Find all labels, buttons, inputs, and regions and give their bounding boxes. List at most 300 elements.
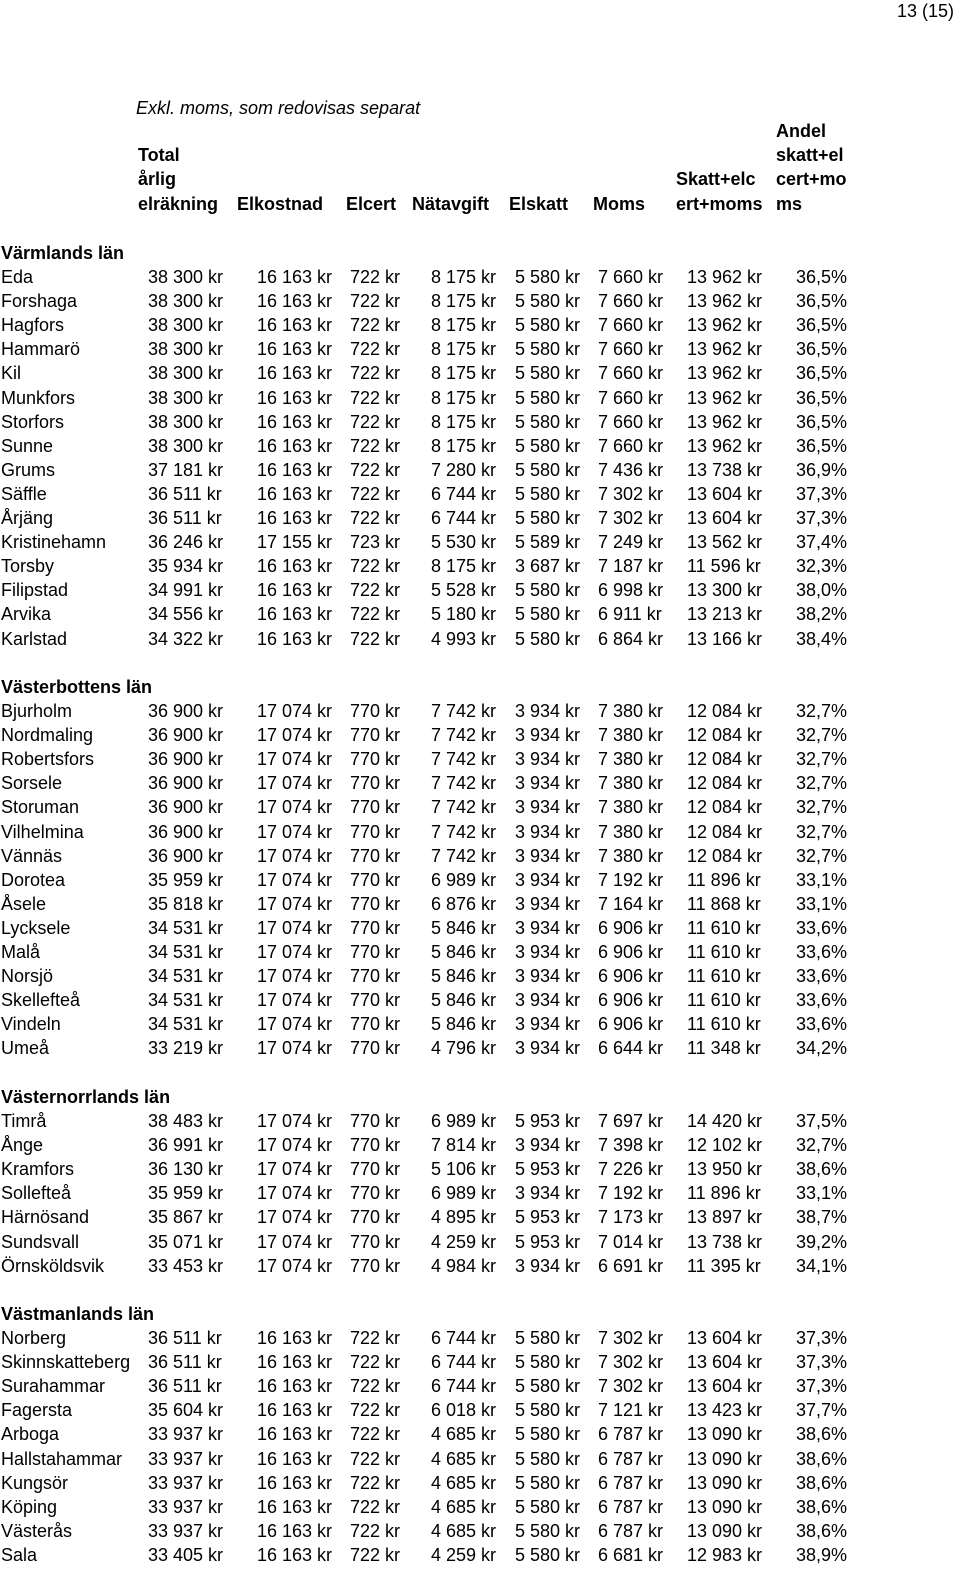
total-cell: 34 531 kr [148,990,224,1011]
elkostnad-cell: 16 163 kr [257,411,333,432]
moms-cell: 6 681 kr [598,1544,664,1565]
skatt-elcert-moms-cell: 13 166 kr [687,628,763,649]
kommun-name: Skellefteå [1,990,81,1011]
elkostnad-cell: 17 074 kr [257,701,333,722]
natavgift-cell: 4 685 kr [431,1448,497,1469]
kommun-name: Köping [1,1496,58,1517]
elskatt-cell: 5 580 kr [515,483,581,504]
elkostnad-cell: 17 155 kr [257,532,333,553]
elcert-cell: 770 kr [350,1183,401,1204]
table-row [0,1254,960,1278]
total-cell: 34 531 kr [148,942,224,963]
elskatt-cell: 3 934 kr [515,701,581,722]
moms-cell: 7 380 kr [598,845,664,866]
header-elskatt: Elskatt [509,193,569,214]
total-cell: 36 511 kr [148,1352,222,1373]
table-row [0,458,960,482]
moms-cell: 7 660 kr [598,387,664,408]
section-title: Västmanlands län [1,1304,155,1324]
skatt-elcert-moms-cell: 11 610 kr [687,990,761,1011]
total-cell: 36 900 kr [148,821,224,842]
table-row [0,337,960,361]
total-cell: 35 071 kr [148,1231,224,1252]
andel-cell: 33,1% [796,893,848,914]
natavgift-cell: 7 742 kr [431,773,497,794]
andel-cell: 36,5% [796,435,848,456]
kommun-name: Timrå [1,1111,47,1132]
table-row [0,868,960,892]
andel-cell: 37,3% [796,1328,848,1349]
elskatt-cell: 3 934 kr [515,990,581,1011]
natavgift-cell: 4 685 kr [431,1496,497,1517]
skatt-elcert-moms-cell: 12 084 kr [687,725,763,746]
total-cell: 36 246 kr [148,532,224,553]
elcert-cell: 722 kr [350,508,401,529]
table-row [0,916,960,940]
elkostnad-cell: 17 074 kr [257,1135,333,1156]
elcert-cell: 722 kr [350,387,401,408]
natavgift-cell: 8 175 kr [431,315,497,336]
total-cell: 33 937 kr [148,1496,224,1517]
table-row [0,1036,960,1060]
skatt-elcert-moms-cell: 11 896 kr [687,1183,761,1204]
total-cell: 36 900 kr [148,749,224,770]
andel-cell: 34,2% [796,1038,848,1059]
skatt-elcert-moms-cell: 11 610 kr [687,917,761,938]
total-cell: 35 867 kr [148,1207,224,1228]
elkostnad-cell: 17 074 kr [257,1207,333,1228]
natavgift-cell: 8 175 kr [431,435,497,456]
kommun-name: Nordmaling [1,725,94,746]
moms-cell: 6 998 kr [598,580,664,601]
total-cell: 36 511 kr [148,508,222,529]
table-row [0,434,960,458]
kommun-name: Storuman [1,797,80,818]
skatt-elcert-moms-cell: 12 084 kr [687,845,763,866]
andel-cell: 37,5% [796,1111,848,1132]
andel-cell: 37,3% [796,483,848,504]
elkostnad-cell: 16 163 kr [257,580,333,601]
total-cell: 38 300 kr [148,291,224,312]
elkostnad-cell: 17 074 kr [257,797,333,818]
kommun-name: Västerås [1,1520,73,1541]
andel-cell: 32,7% [796,845,848,866]
andel-cell: 32,7% [796,773,848,794]
table-header [0,120,960,216]
elskatt-cell: 5 580 kr [515,1544,581,1565]
natavgift-cell: 4 984 kr [431,1255,497,1276]
natavgift-cell: 5 846 kr [431,966,497,987]
elcert-cell: 722 kr [350,267,401,288]
skatt-elcert-moms-cell: 13 090 kr [687,1472,763,1493]
moms-cell: 7 660 kr [598,267,664,288]
natavgift-cell: 5 106 kr [431,1159,497,1180]
moms-cell: 7 436 kr [598,459,664,480]
total-cell: 35 818 kr [148,893,224,914]
natavgift-cell: 5 846 kr [431,917,497,938]
table-row [0,1495,960,1519]
moms-cell: 7 380 kr [598,773,664,794]
andel-cell: 38,6% [796,1520,848,1541]
total-cell: 35 934 kr [148,556,224,577]
total-cell: 38 300 kr [148,315,224,336]
natavgift-cell: 6 018 kr [431,1400,497,1421]
elskatt-cell: 5 580 kr [515,580,581,601]
table-row [0,699,960,723]
moms-cell: 7 226 kr [598,1159,664,1180]
andel-cell: 33,6% [796,990,848,1011]
table-row [0,313,960,337]
natavgift-cell: 7 280 kr [431,459,497,480]
kommun-name: Arboga [1,1424,60,1445]
total-cell: 38 300 kr [148,363,224,384]
table-row [0,1519,960,1543]
section-rows [0,1326,960,1567]
elskatt-cell: 3 934 kr [515,1183,581,1204]
section-rows [0,699,960,1060]
elskatt-cell: 5 580 kr [515,387,581,408]
skatt-elcert-moms-cell: 13 962 kr [687,339,763,360]
moms-cell: 6 787 kr [598,1424,664,1445]
table-row [0,602,960,626]
elkostnad-cell: 17 074 kr [257,725,333,746]
total-cell: 38 300 kr [148,339,224,360]
andel-cell: 32,7% [796,725,848,746]
elcert-cell: 722 kr [350,556,401,577]
kommun-name: Lycksele [1,917,71,938]
elskatt-cell: 3 934 kr [515,917,581,938]
kommun-name: Vindeln [1,1014,61,1035]
total-cell: 33 937 kr [148,1472,224,1493]
elskatt-cell: 5 953 kr [515,1231,581,1252]
kommun-name: Kil [1,363,22,384]
total-cell: 38 300 kr [148,411,224,432]
elcert-cell: 770 kr [350,990,401,1011]
andel-cell: 33,6% [796,966,848,987]
moms-cell: 6 906 kr [598,990,664,1011]
moms-cell: 7 302 kr [598,483,664,504]
andel-cell: 38,6% [796,1472,848,1493]
table-row [0,988,960,1012]
kommun-name: Norberg [1,1328,67,1349]
total-cell: 36 991 kr [148,1135,224,1156]
elkostnad-cell: 17 074 kr [257,893,333,914]
andel-cell: 38,2% [796,604,848,625]
kommun-name: Bjurholm [1,701,73,722]
skatt-elcert-moms-cell: 11 395 kr [687,1255,761,1276]
skatt-elcert-moms-cell: 11 868 kr [687,893,761,914]
andel-cell: 36,5% [796,291,848,312]
total-cell: 33 937 kr [148,1520,224,1541]
table-row [0,578,960,602]
elkostnad-cell: 16 163 kr [257,363,333,384]
kommun-name: Grums [1,459,55,480]
section-rows [0,1109,960,1278]
andel-cell: 33,6% [796,942,848,963]
kommun-name: Hammarö [1,339,81,360]
total-cell: 38 300 kr [148,435,224,456]
elcert-cell: 770 kr [350,1231,401,1252]
elskatt-cell: 3 934 kr [515,869,581,890]
total-cell: 36 900 kr [148,773,224,794]
elkostnad-cell: 16 163 kr [257,291,333,312]
elcert-cell: 770 kr [350,1135,401,1156]
elkostnad-cell: 17 074 kr [257,773,333,794]
andel-cell: 32,7% [796,1135,848,1156]
elskatt-cell: 5 580 kr [515,339,581,360]
moms-cell: 7 380 kr [598,821,664,842]
elcert-cell: 770 kr [350,725,401,746]
elcert-cell: 722 kr [350,1520,401,1541]
natavgift-cell: 4 685 kr [431,1424,497,1445]
elskatt-cell: 5 580 kr [515,1328,581,1349]
header-andel: Andel skatt+el cert+mo ms [776,120,847,214]
kommun-name: Dorotea [1,869,66,890]
moms-cell: 6 787 kr [598,1496,664,1517]
table-row [0,1543,960,1567]
natavgift-cell: 5 528 kr [431,580,497,601]
natavgift-cell: 4 796 kr [431,1038,497,1059]
natavgift-cell: 7 742 kr [431,749,497,770]
table-row [0,554,960,578]
elcert-cell: 770 kr [350,966,401,987]
andel-cell: 36,5% [796,315,848,336]
kommun-name: Vilhelmina [1,821,84,842]
natavgift-cell: 8 175 kr [431,267,497,288]
elcert-cell: 722 kr [350,459,401,480]
moms-cell: 6 691 kr [598,1255,664,1276]
table-row [0,1012,960,1036]
andel-cell: 33,1% [796,869,848,890]
natavgift-cell: 6 989 kr [431,869,497,890]
elkostnad-cell: 16 163 kr [257,1496,333,1517]
natavgift-cell: 4 895 kr [431,1207,497,1228]
header-elcert: Elcert [346,193,397,214]
natavgift-cell: 6 744 kr [431,508,497,529]
table-row [0,1109,960,1133]
header-total: Total årlig elräkning [138,145,219,214]
skatt-elcert-moms-cell: 12 983 kr [687,1544,763,1565]
elskatt-cell: 3 934 kr [515,1255,581,1276]
elskatt-cell: 5 580 kr [515,435,581,456]
elskatt-cell: 3 934 kr [515,821,581,842]
kommun-name: Härnösand [1,1207,90,1228]
moms-cell: 7 660 kr [598,435,664,456]
elcert-cell: 770 kr [350,1111,401,1132]
elkostnad-cell: 16 163 kr [257,604,333,625]
kommun-name: Vännäs [1,845,63,866]
total-cell: 34 531 kr [148,1014,224,1035]
moms-cell: 7 302 kr [598,1328,664,1349]
natavgift-cell: 7 814 kr [431,1135,497,1156]
natavgift-cell: 8 175 kr [431,339,497,360]
natavgift-cell: 5 846 kr [431,942,497,963]
natavgift-cell: 4 685 kr [431,1472,497,1493]
kommun-name: Norsjö [1,966,54,987]
andel-cell: 37,3% [796,1376,848,1397]
skatt-elcert-moms-cell: 13 300 kr [687,580,763,601]
kommun-name: Robertsfors [1,749,95,770]
elcert-cell: 722 kr [350,1544,401,1565]
natavgift-cell: 5 846 kr [431,990,497,1011]
skatt-elcert-moms-cell: 13 090 kr [687,1448,763,1469]
elkostnad-cell: 17 074 kr [257,869,333,890]
natavgift-cell: 7 742 kr [431,821,497,842]
andel-cell: 37,7% [796,1400,848,1421]
page-number: 13 (15) [896,1,954,21]
elkostnad-cell: 16 163 kr [257,339,333,360]
skatt-elcert-moms-cell: 11 348 kr [687,1038,761,1059]
total-cell: 37 181 kr [148,459,224,480]
skatt-elcert-moms-cell: 13 604 kr [687,1376,763,1397]
andel-cell: 36,5% [796,363,848,384]
moms-cell: 7 014 kr [598,1231,664,1252]
moms-cell: 7 697 kr [598,1111,664,1132]
andel-cell: 33,6% [796,1014,848,1035]
moms-cell: 6 787 kr [598,1520,664,1541]
table-row [0,1350,960,1374]
skatt-elcert-moms-cell: 13 090 kr [687,1496,763,1517]
skatt-elcert-moms-cell: 13 090 kr [687,1424,763,1445]
elcert-cell: 770 kr [350,869,401,890]
andel-cell: 36,5% [796,267,848,288]
kommun-name: Torsby [1,556,55,577]
andel-cell: 36,5% [796,411,848,432]
elkostnad-cell: 16 163 kr [257,1472,333,1493]
total-cell: 35 959 kr [148,1183,224,1204]
elcert-cell: 770 kr [350,1038,401,1059]
skatt-elcert-moms-cell: 11 610 kr [687,1014,761,1035]
elcert-cell: 770 kr [350,821,401,842]
elskatt-cell: 5 580 kr [515,1448,581,1469]
elskatt-cell: 3 687 kr [515,556,581,577]
elskatt-cell: 3 934 kr [515,1038,581,1059]
elkostnad-cell: 16 163 kr [257,483,333,504]
elcert-cell: 722 kr [350,435,401,456]
moms-cell: 7 398 kr [598,1135,664,1156]
moms-cell: 6 864 kr [598,628,664,649]
elcert-cell: 722 kr [350,339,401,360]
andel-cell: 37,3% [796,508,848,529]
skatt-elcert-moms-cell: 13 562 kr [687,532,763,553]
table-row [0,1374,960,1398]
moms-cell: 7 660 kr [598,411,664,432]
skatt-elcert-moms-cell: 13 604 kr [687,1352,763,1373]
skatt-elcert-moms-cell: 13 962 kr [687,267,763,288]
table-row [0,964,960,988]
table-row [0,1133,960,1157]
elcert-cell: 722 kr [350,1400,401,1421]
table-row [0,386,960,410]
kommun-name: Fagersta [1,1400,73,1421]
elkostnad-cell: 16 163 kr [257,1376,333,1397]
elskatt-cell: 5 580 kr [515,1376,581,1397]
table-row [0,289,960,313]
kommun-name: Säffle [1,483,47,504]
kommun-name: Sala [1,1544,38,1565]
elcert-cell: 770 kr [350,917,401,938]
elkostnad-cell: 16 163 kr [257,628,333,649]
total-cell: 34 531 kr [148,966,224,987]
elskatt-cell: 5 580 kr [515,1424,581,1445]
elskatt-cell: 5 953 kr [515,1111,581,1132]
table-row [0,1326,960,1350]
elcert-cell: 722 kr [350,1376,401,1397]
moms-cell: 6 644 kr [598,1038,664,1059]
moms-cell: 7 192 kr [598,1183,664,1204]
elcert-cell: 722 kr [350,1352,401,1373]
total-cell: 36 900 kr [148,725,224,746]
elkostnad-cell: 16 163 kr [257,1448,333,1469]
elcert-cell: 722 kr [350,1328,401,1349]
elcert-cell: 722 kr [350,604,401,625]
section-title: Västernorrlands län [1,1087,171,1107]
moms-cell: 7 380 kr [598,797,664,818]
skatt-elcert-moms-cell: 13 604 kr [687,1328,763,1349]
skatt-elcert-moms-cell: 13 090 kr [687,1520,763,1541]
elkostnad-cell: 16 163 kr [257,315,333,336]
moms-cell: 7 660 kr [598,315,664,336]
kommun-name: Sorsele [1,773,63,794]
header-elkostnad: Elkostnad [237,193,324,214]
kommun-name: Åsele [1,893,47,914]
kommun-name: Karlstad [1,628,68,649]
andel-cell: 38,7% [796,1207,848,1228]
skatt-elcert-moms-cell: 13 423 kr [687,1400,763,1421]
moms-cell: 6 787 kr [598,1448,664,1469]
skatt-elcert-moms-cell: 13 962 kr [687,435,763,456]
andel-cell: 38,6% [796,1448,848,1469]
natavgift-cell: 6 744 kr [431,483,497,504]
moms-cell: 7 302 kr [598,1376,664,1397]
moms-cell: 7 164 kr [598,893,664,914]
elcert-cell: 770 kr [350,845,401,866]
moms-cell: 7 660 kr [598,339,664,360]
total-cell: 35 959 kr [148,869,224,890]
skatt-elcert-moms-cell: 12 084 kr [687,821,763,842]
elskatt-cell: 5 953 kr [515,1207,581,1228]
total-cell: 33 937 kr [148,1424,224,1445]
elcert-cell: 722 kr [350,1424,401,1445]
elskatt-cell: 5 580 kr [515,459,581,480]
moms-cell: 7 302 kr [598,1352,664,1373]
elkostnad-cell: 17 074 kr [257,821,333,842]
kommun-name: Sundsvall [1,1231,80,1252]
kommun-name: Malå [1,942,41,963]
moms-cell: 7 173 kr [598,1207,664,1228]
andel-cell: 39,2% [796,1231,848,1252]
natavgift-cell: 6 744 kr [431,1376,497,1397]
elcert-cell: 722 kr [350,1472,401,1493]
natavgift-cell: 7 742 kr [431,797,497,818]
moms-cell: 7 660 kr [598,363,664,384]
table-row [0,723,960,747]
elkostnad-cell: 16 163 kr [257,1520,333,1541]
kommun-name: Kramfors [1,1159,75,1180]
elskatt-cell: 5 580 kr [515,628,581,649]
table-row [0,1181,960,1205]
skatt-elcert-moms-cell: 12 084 kr [687,749,763,770]
total-cell: 34 556 kr [148,604,224,625]
total-cell: 38 300 kr [148,267,224,288]
elkostnad-cell: 17 074 kr [257,917,333,938]
skatt-elcert-moms-cell: 13 962 kr [687,315,763,336]
andel-cell: 37,4% [796,532,848,553]
moms-cell: 6 787 kr [598,1472,664,1493]
moms-cell: 7 249 kr [598,532,664,553]
elskatt-cell: 5 580 kr [515,1496,581,1517]
skatt-elcert-moms-cell: 13 962 kr [687,411,763,432]
